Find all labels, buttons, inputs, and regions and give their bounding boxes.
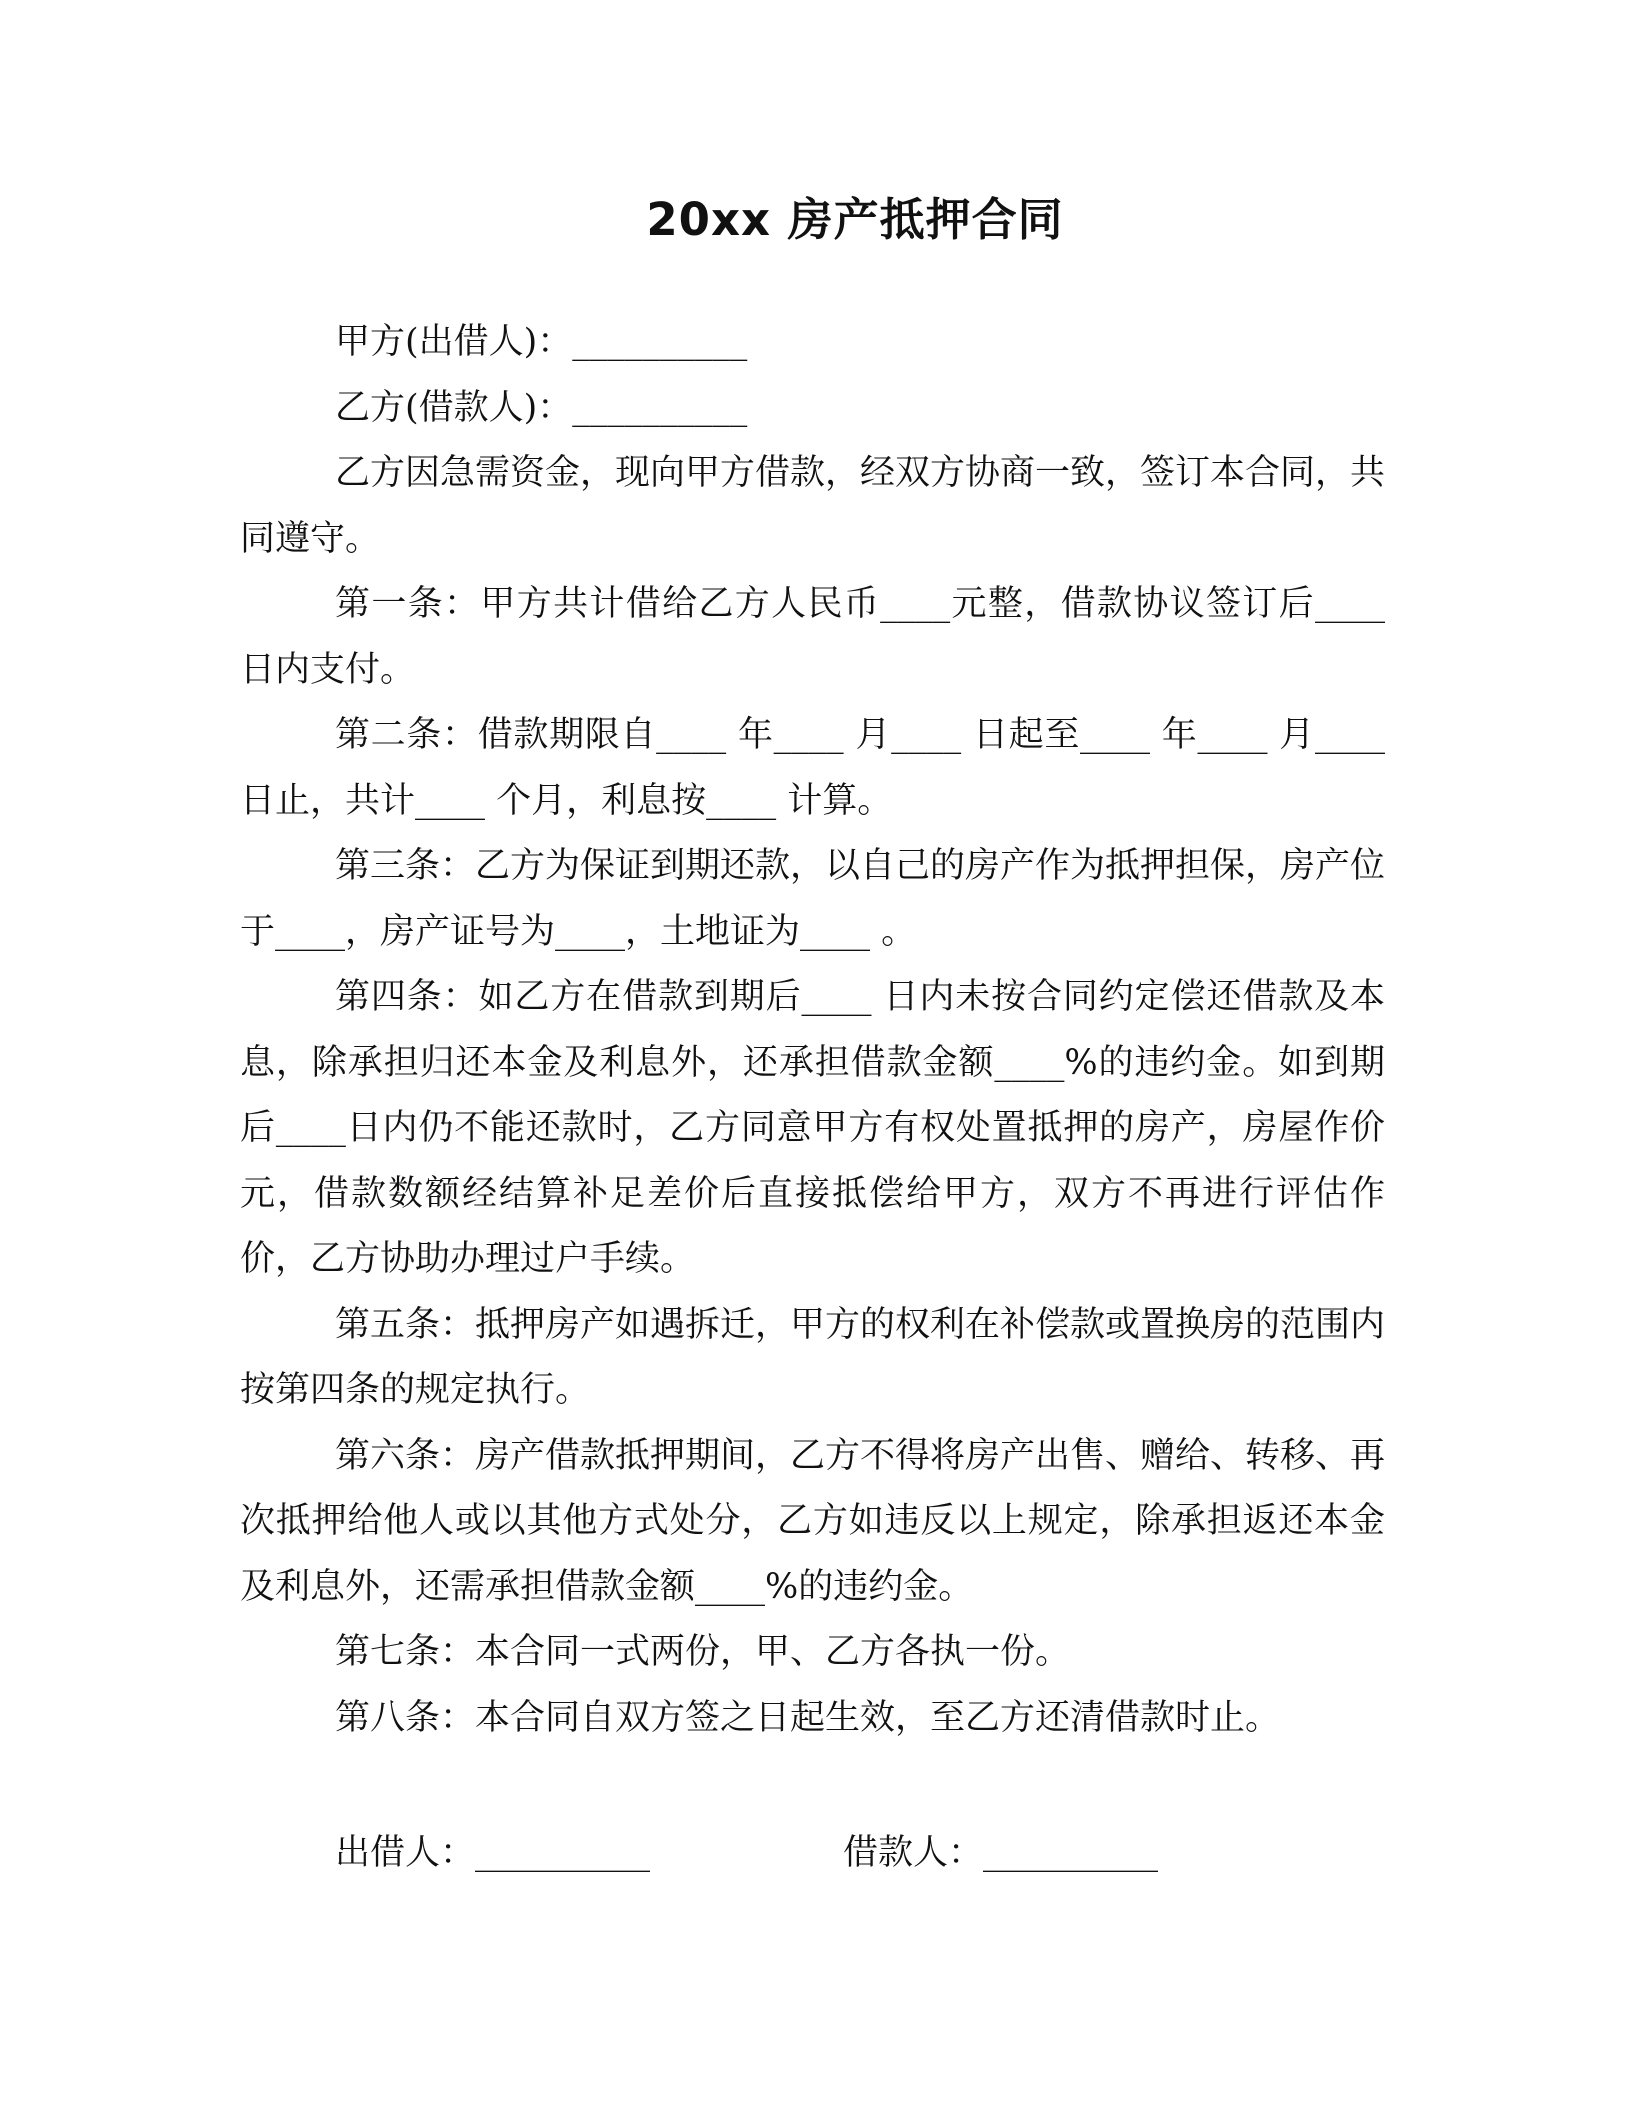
document-title: 20xx 房产抵押合同 bbox=[646, 193, 1064, 246]
article-5: 第五条：抵押房产如遇拆迁，甲方的权利在补偿款或置换房的范围内按第四条的规定执行。 bbox=[240, 1304, 1386, 1410]
article-3: 第三条：乙方为保证到期还款，以自己的房产作为抵押担保，房产位于____，房产证号为____，土地证为____ 。 bbox=[240, 846, 1386, 952]
contract-body bbox=[240, 310, 1385, 1751]
article-1: 第一条：甲方共计借给乙方人民币____元整，借款协议签订后____ 日内支付。 bbox=[240, 584, 1385, 690]
article-6: 第六条：房产借款抵押期间，乙方不得将房产出售、赠给、转移、再次抵押给他人或以其他方式处分，乙方如违反以上规定，除承担返还本金及利息外，还需承担借款金额____%的违约金。 bbox=[240, 1435, 1386, 1607]
article-4: 第四条：如乙方在借款到期后____ 日内未按合同约定偿还借款及本息，除承担归还本金及利息外，还承担借款金额____%的违约金。如到期后____日内仍不能还款时，乙方同意甲方有权处置抵押的房产，房屋作价元，借款数额经结算补足差价后直接抵偿给甲方，双方不再进行评估作价，乙方协助办理过户手续。 bbox=[240, 977, 1385, 1279]
borrower-party-line: 乙方(借款人)：__________ bbox=[335, 387, 748, 428]
lender-party-line: 甲方(出借人)：__________ bbox=[335, 322, 748, 362]
article-7: 第七条：本合同一式两份，甲、乙方各执一份。 bbox=[335, 1632, 1071, 1672]
article-2: 第二条：借款期限自____ 年____ 月____ 日起至____ 年____ 月____ 日止，共计____ 个月，利息按____ 计算。 bbox=[240, 715, 1385, 821]
borrower-signature: 借款人：__________ bbox=[843, 1833, 1159, 1873]
signature-row bbox=[335, 1820, 1335, 1886]
article-8: 第八条：本合同自双方签之日起生效，至乙方还清借款时止。 bbox=[335, 1697, 1281, 1738]
preamble-paragraph: 乙方因急需资金，现向甲方借款，经双方协商一致，签订本合同，共同遵守。 bbox=[240, 453, 1386, 559]
lender-signature: 出借人：__________ bbox=[335, 1833, 651, 1873]
